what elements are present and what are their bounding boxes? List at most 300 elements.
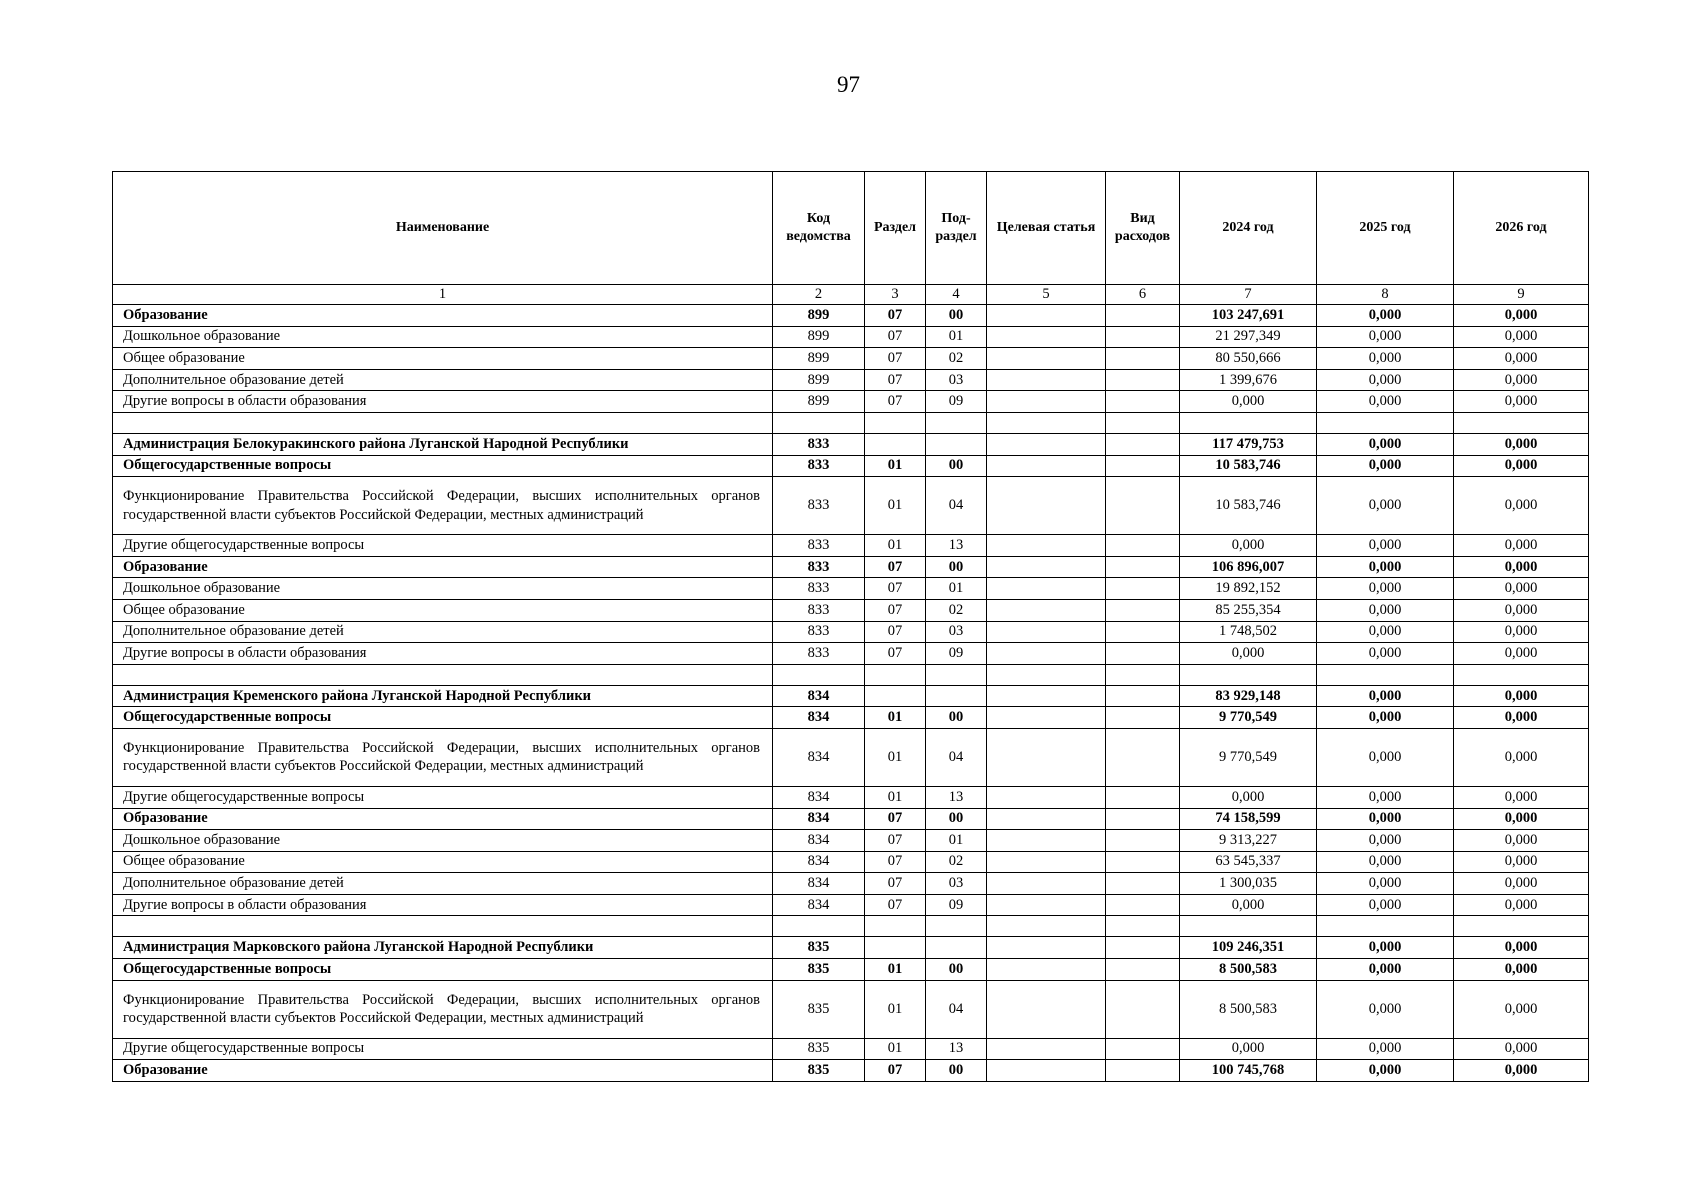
row-code: 833: [773, 433, 865, 455]
row-code: 834: [773, 894, 865, 916]
row-name: Общее образование: [113, 348, 773, 370]
table-row: [113, 1060, 1589, 1082]
table-row: [113, 326, 1589, 348]
row-subsection: 09: [926, 894, 987, 916]
table-row: [113, 412, 1589, 433]
row-expense-type: [1106, 1038, 1180, 1060]
row-2025: 0,000: [1317, 433, 1454, 455]
row-2024: 109 246,351: [1180, 937, 1317, 959]
row-code: 834: [773, 728, 865, 786]
table-row: [113, 786, 1589, 808]
header-2024: 2024 год: [1180, 172, 1317, 285]
row-2024: 8 500,583: [1180, 980, 1317, 1038]
row-name: Общее образование: [113, 599, 773, 621]
row-code: 835: [773, 959, 865, 981]
table-row: [113, 305, 1589, 327]
row-code: 834: [773, 786, 865, 808]
row-expense-type: [1106, 412, 1180, 433]
header-name: Наименование: [113, 172, 773, 285]
table-row: [113, 1038, 1589, 1060]
row-2024: 0,000: [1180, 1038, 1317, 1060]
table-row: [113, 937, 1589, 959]
column-number: 4: [926, 285, 987, 305]
row-code: 834: [773, 685, 865, 707]
row-2025: 0,000: [1317, 937, 1454, 959]
table-row: [113, 707, 1589, 729]
row-2026: 0,000: [1454, 326, 1589, 348]
row-subsection: 02: [926, 851, 987, 873]
column-number: 2: [773, 285, 865, 305]
row-code: 899: [773, 369, 865, 391]
row-target: [987, 685, 1106, 707]
row-2024: 1 300,035: [1180, 873, 1317, 895]
row-2024: 80 550,666: [1180, 348, 1317, 370]
row-2024: 0,000: [1180, 786, 1317, 808]
table-row: [113, 369, 1589, 391]
row-subsection: 13: [926, 786, 987, 808]
row-2024: 9 313,227: [1180, 830, 1317, 852]
row-expense-type: [1106, 937, 1180, 959]
row-2025: 0,000: [1317, 873, 1454, 895]
row-subsection: [926, 685, 987, 707]
header-section: Раздел: [865, 172, 926, 285]
row-name: Функционирование Правительства Российской Федерации, высших исполнительных органов государственной власти субъектов Российской Федерации, местных администраций: [113, 477, 773, 535]
table-row: [113, 643, 1589, 665]
row-2025: 0,000: [1317, 477, 1454, 535]
row-target: [987, 621, 1106, 643]
table-row: [113, 664, 1589, 685]
table-row: [113, 599, 1589, 621]
row-target: [987, 535, 1106, 557]
row-name: Другие общегосударственные вопросы: [113, 786, 773, 808]
row-2024: 83 929,148: [1180, 685, 1317, 707]
column-number: 6: [1106, 285, 1180, 305]
row-expense-type: [1106, 808, 1180, 830]
table-row: [113, 621, 1589, 643]
row-expense-type: [1106, 477, 1180, 535]
table-row: [113, 894, 1589, 916]
row-code: 899: [773, 348, 865, 370]
column-number: 7: [1180, 285, 1317, 305]
table-row: [113, 728, 1589, 786]
row-expense-type: [1106, 916, 1180, 937]
row-code: 833: [773, 556, 865, 578]
row-section: 07: [865, 348, 926, 370]
row-section: [865, 937, 926, 959]
row-code: 834: [773, 851, 865, 873]
row-2024: [1180, 664, 1317, 685]
row-2025: [1317, 412, 1454, 433]
row-2026: [1454, 412, 1589, 433]
page-number: 97: [837, 72, 860, 97]
row-expense-type: [1106, 391, 1180, 413]
row-2024: 117 479,753: [1180, 433, 1317, 455]
row-target: [987, 980, 1106, 1038]
row-2025: 0,000: [1317, 369, 1454, 391]
row-subsection: 03: [926, 621, 987, 643]
row-2024: 63 545,337: [1180, 851, 1317, 873]
row-2024: 100 745,768: [1180, 1060, 1317, 1082]
row-target: [987, 433, 1106, 455]
row-2024: 106 896,007: [1180, 556, 1317, 578]
row-section: 01: [865, 455, 926, 477]
row-2026: 0,000: [1454, 369, 1589, 391]
row-code: [773, 916, 865, 937]
row-section: 07: [865, 369, 926, 391]
row-section: 07: [865, 621, 926, 643]
row-2025: 0,000: [1317, 830, 1454, 852]
row-name: Дополнительное образование детей: [113, 873, 773, 895]
row-2025: 0,000: [1317, 599, 1454, 621]
row-name: Общегосударственные вопросы: [113, 707, 773, 729]
table-row: [113, 477, 1589, 535]
row-name: Другие вопросы в области образования: [113, 894, 773, 916]
header-subsection: Под-раздел: [926, 172, 987, 285]
row-name: Другие вопросы в области образования: [113, 391, 773, 413]
row-name: Дошкольное образование: [113, 578, 773, 600]
column-number: 5: [987, 285, 1106, 305]
row-target: [987, 873, 1106, 895]
row-target: [987, 578, 1106, 600]
row-2024: 1 748,502: [1180, 621, 1317, 643]
row-name: Администрация Кременского района Луганской Народной Республики: [113, 685, 773, 707]
row-subsection: 01: [926, 326, 987, 348]
budget-table: [112, 171, 1589, 1082]
table-row: [113, 391, 1589, 413]
row-2026: 0,000: [1454, 685, 1589, 707]
table-row: [113, 959, 1589, 981]
row-2026: [1454, 916, 1589, 937]
table-row: [113, 873, 1589, 895]
row-name: Другие общегосударственные вопросы: [113, 535, 773, 557]
row-2026: 0,000: [1454, 621, 1589, 643]
row-name: Другие вопросы в области образования: [113, 643, 773, 665]
row-2024: 19 892,152: [1180, 578, 1317, 600]
row-2025: 0,000: [1317, 578, 1454, 600]
table-row: [113, 916, 1589, 937]
row-2024: [1180, 412, 1317, 433]
row-2025: 0,000: [1317, 707, 1454, 729]
row-section: 07: [865, 851, 926, 873]
row-name: Функционирование Правительства Российской Федерации, высших исполнительных органов государственной власти субъектов Российской Федерации, местных администраций: [113, 728, 773, 786]
row-expense-type: [1106, 643, 1180, 665]
row-2025: 0,000: [1317, 786, 1454, 808]
row-section: 07: [865, 830, 926, 852]
row-expense-type: [1106, 851, 1180, 873]
row-2025: 0,000: [1317, 1060, 1454, 1082]
row-2025: 0,000: [1317, 851, 1454, 873]
row-expense-type: [1106, 578, 1180, 600]
row-section: 07: [865, 599, 926, 621]
row-section: 01: [865, 535, 926, 557]
row-target: [987, 1060, 1106, 1082]
header-expense-type: Вид расходов: [1106, 172, 1180, 285]
row-section: 07: [865, 873, 926, 895]
row-name: Администрация Белокуракинского района Луганской Народной Республики: [113, 433, 773, 455]
row-2024: 103 247,691: [1180, 305, 1317, 327]
row-subsection: [926, 664, 987, 685]
row-2024: 10 583,746: [1180, 477, 1317, 535]
table-row: [113, 851, 1589, 873]
row-subsection: [926, 433, 987, 455]
row-section: 07: [865, 894, 926, 916]
row-2024: 0,000: [1180, 894, 1317, 916]
row-section: 01: [865, 786, 926, 808]
row-target: [987, 599, 1106, 621]
row-subsection: 00: [926, 959, 987, 981]
row-section: 01: [865, 1038, 926, 1060]
row-subsection: 13: [926, 535, 987, 557]
row-subsection: [926, 412, 987, 433]
row-2026: 0,000: [1454, 808, 1589, 830]
row-target: [987, 1038, 1106, 1060]
row-target: [987, 664, 1106, 685]
row-subsection: 00: [926, 455, 987, 477]
row-section: 01: [865, 959, 926, 981]
header-target: Целевая статья: [987, 172, 1106, 285]
row-2025: 0,000: [1317, 535, 1454, 557]
row-2026: 0,000: [1454, 830, 1589, 852]
row-2026: 0,000: [1454, 707, 1589, 729]
row-expense-type: [1106, 455, 1180, 477]
row-2025: 0,000: [1317, 621, 1454, 643]
row-section: 07: [865, 326, 926, 348]
row-code: [773, 412, 865, 433]
row-target: [987, 643, 1106, 665]
row-subsection: 00: [926, 707, 987, 729]
row-2025: 0,000: [1317, 1038, 1454, 1060]
row-2026: 0,000: [1454, 980, 1589, 1038]
row-expense-type: [1106, 305, 1180, 327]
row-2025: 0,000: [1317, 391, 1454, 413]
row-subsection: 03: [926, 873, 987, 895]
row-expense-type: [1106, 959, 1180, 981]
row-target: [987, 556, 1106, 578]
table-body: [113, 305, 1589, 1082]
row-code: 833: [773, 643, 865, 665]
row-target: [987, 391, 1106, 413]
row-target: [987, 412, 1106, 433]
table-row: [113, 348, 1589, 370]
row-2026: 0,000: [1454, 1060, 1589, 1082]
row-code: 834: [773, 873, 865, 895]
row-2025: 0,000: [1317, 305, 1454, 327]
row-target: [987, 369, 1106, 391]
row-2024: 74 158,599: [1180, 808, 1317, 830]
row-code: 834: [773, 707, 865, 729]
header-row: [113, 172, 1589, 285]
row-subsection: 00: [926, 305, 987, 327]
row-code: 835: [773, 1038, 865, 1060]
row-code: 833: [773, 455, 865, 477]
row-subsection: 04: [926, 477, 987, 535]
row-subsection: 09: [926, 391, 987, 413]
row-2026: 0,000: [1454, 578, 1589, 600]
row-section: [865, 412, 926, 433]
column-number: 3: [865, 285, 926, 305]
row-section: [865, 685, 926, 707]
row-2026: 0,000: [1454, 1038, 1589, 1060]
row-name: Образование: [113, 556, 773, 578]
row-expense-type: [1106, 369, 1180, 391]
row-2026: [1454, 664, 1589, 685]
row-section: 07: [865, 391, 926, 413]
row-target: [987, 808, 1106, 830]
row-subsection: 02: [926, 348, 987, 370]
row-2026: 0,000: [1454, 599, 1589, 621]
row-code: 899: [773, 326, 865, 348]
row-section: 01: [865, 707, 926, 729]
row-target: [987, 728, 1106, 786]
row-2024: [1180, 916, 1317, 937]
row-section: 07: [865, 556, 926, 578]
table-row: [113, 455, 1589, 477]
row-section: 07: [865, 643, 926, 665]
row-expense-type: [1106, 830, 1180, 852]
row-expense-type: [1106, 348, 1180, 370]
row-section: 07: [865, 1060, 926, 1082]
row-2026: 0,000: [1454, 643, 1589, 665]
row-expense-type: [1106, 894, 1180, 916]
row-subsection: 04: [926, 980, 987, 1038]
row-name: Дополнительное образование детей: [113, 621, 773, 643]
row-target: [987, 455, 1106, 477]
row-name: [113, 412, 773, 433]
table-row: [113, 535, 1589, 557]
row-expense-type: [1106, 685, 1180, 707]
row-2024: 0,000: [1180, 391, 1317, 413]
row-2026: 0,000: [1454, 391, 1589, 413]
row-code: [773, 664, 865, 685]
row-2025: 0,000: [1317, 728, 1454, 786]
row-2025: 0,000: [1317, 980, 1454, 1038]
table-row: [113, 433, 1589, 455]
row-expense-type: [1106, 599, 1180, 621]
row-2025: 0,000: [1317, 348, 1454, 370]
row-section: [865, 433, 926, 455]
table-row: [113, 556, 1589, 578]
row-target: [987, 477, 1106, 535]
row-2026: 0,000: [1454, 535, 1589, 557]
row-section: 01: [865, 477, 926, 535]
row-section: 07: [865, 305, 926, 327]
row-name: Образование: [113, 1060, 773, 1082]
row-subsection: [926, 916, 987, 937]
row-expense-type: [1106, 535, 1180, 557]
header-2026: 2026 год: [1454, 172, 1589, 285]
row-expense-type: [1106, 707, 1180, 729]
row-name: Образование: [113, 808, 773, 830]
row-2024: 10 583,746: [1180, 455, 1317, 477]
row-name: Дошкольное образование: [113, 326, 773, 348]
row-section: 01: [865, 728, 926, 786]
row-2025: 0,000: [1317, 556, 1454, 578]
row-name: [113, 916, 773, 937]
row-2024: 0,000: [1180, 643, 1317, 665]
row-2026: 0,000: [1454, 305, 1589, 327]
row-target: [987, 937, 1106, 959]
row-name: Образование: [113, 305, 773, 327]
row-target: [987, 326, 1106, 348]
row-2026: 0,000: [1454, 477, 1589, 535]
row-code: 834: [773, 830, 865, 852]
row-code: 835: [773, 937, 865, 959]
row-2025: 0,000: [1317, 326, 1454, 348]
table-row: [113, 830, 1589, 852]
row-name: Общегосударственные вопросы: [113, 455, 773, 477]
row-2024: 9 770,549: [1180, 707, 1317, 729]
row-code: 833: [773, 535, 865, 557]
row-target: [987, 305, 1106, 327]
row-subsection: 01: [926, 830, 987, 852]
row-2025: 0,000: [1317, 455, 1454, 477]
row-expense-type: [1106, 1060, 1180, 1082]
row-target: [987, 851, 1106, 873]
row-name: Дошкольное образование: [113, 830, 773, 852]
table-header: [113, 172, 1589, 305]
row-expense-type: [1106, 728, 1180, 786]
row-2024: 21 297,349: [1180, 326, 1317, 348]
row-subsection: 04: [926, 728, 987, 786]
row-expense-type: [1106, 786, 1180, 808]
row-name: Дополнительное образование детей: [113, 369, 773, 391]
header-2025: 2025 год: [1317, 172, 1454, 285]
row-expense-type: [1106, 980, 1180, 1038]
row-name: Администрация Марковского района Луганской Народной Республики: [113, 937, 773, 959]
row-code: 835: [773, 980, 865, 1038]
row-subsection: 13: [926, 1038, 987, 1060]
row-code: 899: [773, 305, 865, 327]
row-2024: 9 770,549: [1180, 728, 1317, 786]
row-2026: 0,000: [1454, 433, 1589, 455]
row-target: [987, 348, 1106, 370]
row-2026: 0,000: [1454, 556, 1589, 578]
row-2024: 8 500,583: [1180, 959, 1317, 981]
row-2025: 0,000: [1317, 643, 1454, 665]
row-2025: 0,000: [1317, 685, 1454, 707]
row-2025: 0,000: [1317, 959, 1454, 981]
row-name: Общее образование: [113, 851, 773, 873]
row-expense-type: [1106, 873, 1180, 895]
row-code: 834: [773, 808, 865, 830]
row-section: 01: [865, 980, 926, 1038]
header-code: Код ведомства: [773, 172, 865, 285]
table-row: [113, 578, 1589, 600]
column-number: 1: [113, 285, 773, 305]
row-code: 899: [773, 391, 865, 413]
row-2026: 0,000: [1454, 851, 1589, 873]
row-code: 833: [773, 599, 865, 621]
row-section: 07: [865, 808, 926, 830]
row-subsection: 02: [926, 599, 987, 621]
row-subsection: 03: [926, 369, 987, 391]
row-2025: [1317, 916, 1454, 937]
row-target: [987, 830, 1106, 852]
row-subsection: 00: [926, 808, 987, 830]
table-row: [113, 685, 1589, 707]
column-number: 9: [1454, 285, 1589, 305]
row-code: 833: [773, 477, 865, 535]
row-target: [987, 959, 1106, 981]
row-code: 835: [773, 1060, 865, 1082]
row-target: [987, 916, 1106, 937]
row-2026: 0,000: [1454, 937, 1589, 959]
row-section: [865, 916, 926, 937]
row-expense-type: [1106, 664, 1180, 685]
row-2026: 0,000: [1454, 873, 1589, 895]
row-2026: 0,000: [1454, 348, 1589, 370]
row-2026: 0,000: [1454, 728, 1589, 786]
